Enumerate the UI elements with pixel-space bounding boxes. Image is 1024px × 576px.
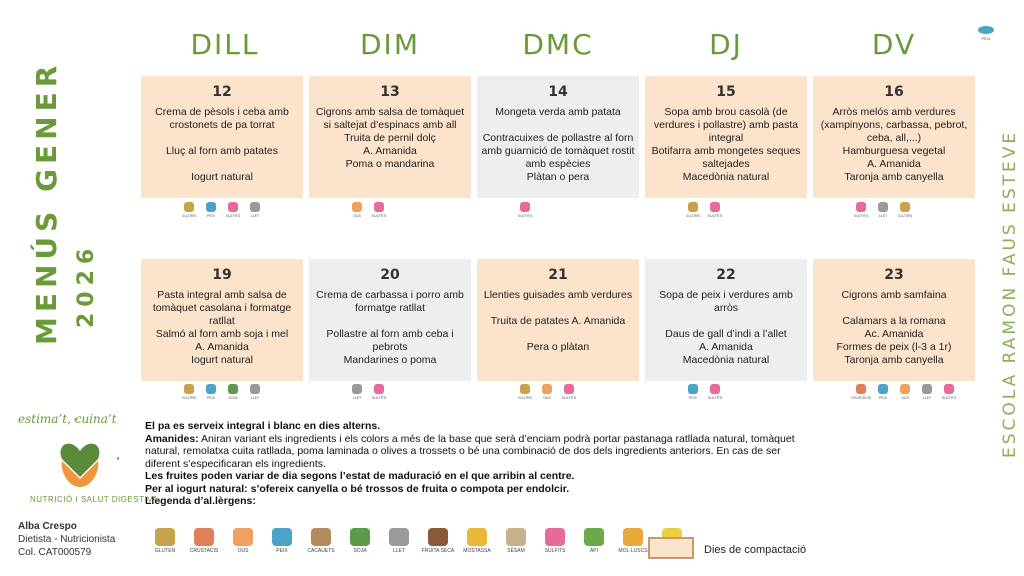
menu-line [145, 158, 299, 171]
allergen-label: LLET [352, 396, 362, 400]
menu-line: Calamars a la romana [842, 315, 946, 327]
allergen-label: LLET [878, 214, 888, 218]
menu-line: Cigrons amb samfaina [841, 289, 947, 301]
allergen-badge [853, 384, 869, 404]
sulfite-icon [520, 202, 530, 212]
compaction-label: Dies de compactació [704, 544, 807, 556]
legend-label: API [589, 548, 599, 554]
legend-label: PEIX [276, 548, 288, 554]
menu-line: A. Amanida [195, 341, 249, 353]
menu-line: Plàtan o pera [526, 171, 590, 183]
note-fruit: Les fruites poden variar de dia segons l’estat de maduració en el que arribin al centre. [145, 470, 575, 482]
legend-label: SULFITS [544, 548, 566, 554]
day-allergens [685, 384, 723, 404]
allergen-badge [707, 384, 723, 404]
menu-day-card [309, 259, 471, 381]
allergen-label: GLUTEN [897, 214, 913, 218]
allergen-label: SULFITS [707, 396, 723, 400]
fish-icon [272, 528, 292, 546]
allergen-label: PEIX [207, 396, 215, 400]
menu-title-block [30, 60, 99, 350]
allergen-badge [897, 202, 913, 222]
day-number: 12 [212, 84, 232, 100]
menu-line: Formes de peix (l-3 a 1r) [836, 341, 952, 353]
menu-line [313, 315, 467, 328]
eggs-icon [233, 528, 253, 546]
mustard-icon [467, 528, 487, 546]
menu-line: A. Amanida [867, 158, 921, 170]
menu-line [817, 302, 971, 315]
legend-item [618, 528, 648, 555]
legend-label: MOSTASSA [463, 548, 491, 554]
top-fish-label: PEIX [981, 36, 991, 41]
menu-line: Mongeta verda amb patata [495, 106, 621, 118]
menu-line: Crema de pèsols i ceba amb crostonets de pa torrat [155, 106, 289, 131]
legend-label: CRUSTACIS [189, 548, 219, 554]
day-allergens [181, 384, 263, 404]
menu-line: Ac. Amanida [864, 328, 924, 340]
allergen-label: GLUTEN [685, 214, 701, 218]
day-allergens [349, 202, 387, 222]
author-col: Col. CAT000579 [18, 547, 92, 558]
celery-icon [584, 528, 604, 546]
fish-icon [206, 384, 216, 394]
menu-line: Botifarra amb mongetes seques saltejades [651, 145, 801, 170]
day-header-tue: DIM [360, 28, 420, 61]
menu-line: Crema de carbassa i porro amb formatge ratllat [316, 289, 464, 314]
allergen-badge [853, 202, 869, 222]
sesame-icon [506, 528, 526, 546]
allergen-label: SULFITS [371, 214, 387, 218]
allergen-badge [181, 384, 197, 404]
legend-item [228, 528, 258, 555]
menu-line: Llenties guisades amb verdures [483, 289, 633, 301]
menu-line: A. Amanida [699, 341, 753, 353]
menu-line: Truita de patates A. Amanida [490, 315, 626, 327]
allergen-label: GLUTEN [181, 396, 197, 400]
menu-line: Mandarines o poma [343, 354, 437, 366]
allergen-label: PEIX [689, 396, 697, 400]
legend-label: SÈSAM [507, 548, 525, 554]
allergen-label: LLET [250, 214, 260, 218]
allergen-badge [203, 384, 219, 404]
eggs-icon [542, 384, 552, 394]
day-number: 14 [548, 84, 568, 100]
menu-line: Truita de pernil dolç [344, 132, 436, 144]
day-number: 22 [716, 267, 736, 283]
allergen-label: SULFITS [371, 396, 387, 400]
fish-icon [978, 26, 994, 34]
allergen-label: SOJA [228, 396, 238, 400]
allergen-badge [875, 202, 891, 222]
allergen-badge [225, 202, 241, 222]
wheat-icon [184, 202, 194, 212]
legend-label: OUS [237, 548, 249, 554]
menu-line: Cigrons amb salsa de tomàquet si saltejat d’espinacs amb all [315, 106, 465, 131]
shell-icon [623, 528, 643, 546]
allergen-label: CRUSTACIS [851, 396, 871, 400]
allergen-label: OUS [901, 396, 909, 400]
menu-line: Macedònia natural [682, 171, 770, 183]
allergen-label: SULFITS [561, 396, 577, 400]
menu-day-card [645, 76, 807, 198]
allergen-badge [225, 384, 241, 404]
day-allergens [517, 384, 577, 404]
allergen-badge [875, 384, 891, 404]
nut-icon [428, 528, 448, 546]
eggs-icon [900, 384, 910, 394]
allergen-badge [181, 202, 197, 222]
menu-line: Sopa amb brou casolà (de verdures i pollastre) amb pasta integral [653, 106, 799, 144]
menu-day-card [141, 76, 303, 198]
menu-line [481, 302, 635, 315]
fish-icon [206, 202, 216, 212]
allergen-badge [919, 384, 935, 404]
allergen-label: LLET [250, 396, 260, 400]
legend-item [150, 528, 180, 555]
menu-line: Iogurt natural [191, 171, 253, 183]
note-yogurt: Per al iogurt natural: s’ofereix canyella o bé trossos de fruita o compota per endolcir. [145, 482, 570, 495]
author-role: Dietista - Nutricionista [18, 534, 116, 545]
wheat-icon [900, 202, 910, 212]
soy-icon [350, 528, 370, 546]
legend-item [540, 528, 570, 555]
sulfite-icon [564, 384, 574, 394]
milk-icon [250, 384, 260, 394]
allergen-badge [349, 384, 365, 404]
legend-item [501, 528, 531, 555]
compaction-swatch [648, 537, 694, 559]
sulfite-icon [228, 202, 238, 212]
sulfite-icon [856, 202, 866, 212]
menu-year: 2026 [74, 242, 99, 328]
day-number: 21 [548, 267, 568, 283]
legend-item [267, 528, 297, 555]
day-number: 19 [212, 267, 232, 283]
legend-item [306, 528, 336, 555]
peanut-icon [311, 528, 331, 546]
milk-icon [352, 384, 362, 394]
day-number: 13 [380, 84, 400, 100]
allergen-badge [897, 384, 913, 404]
menu-line: Pera o plàtan [526, 341, 590, 353]
allergen-badge [247, 384, 263, 404]
legend-title: Llegenda d’al.lèrgens: [145, 495, 256, 507]
menu-line: Salmó al forn amb soja i mel [155, 328, 289, 340]
soy-icon [228, 384, 238, 394]
menu-day-card [477, 76, 639, 198]
menu-line: Pollastre al forn amb ceba i pebrots [326, 328, 454, 353]
allergen-badge [371, 202, 387, 222]
allergen-badge [561, 384, 577, 404]
day-allergens [181, 202, 263, 222]
legend-label: FRUITA SECA [421, 548, 455, 554]
fish-icon [688, 384, 698, 394]
menu-line: A. Amanida [363, 145, 417, 157]
sulfite-icon [545, 528, 565, 546]
day-number: 15 [716, 84, 736, 100]
menu-line [649, 315, 803, 328]
menu-line: Taronja amb canyella [844, 171, 944, 183]
allergen-badge [349, 202, 365, 222]
menu-title: MENÚS GENER [30, 60, 63, 345]
allergen-badge [539, 384, 555, 404]
menu-line [481, 328, 635, 341]
menu-line: Pasta integral amb salsa de tomàquet casolana i formatge ratllat [152, 289, 292, 327]
day-header-thu: DJ [709, 28, 743, 61]
legend-item [189, 528, 219, 555]
day-allergens [349, 384, 387, 404]
logo-text-bottom: NUTRICIÓ I SALUT DIGESTIVA [30, 495, 159, 504]
legend-label: LLET [393, 548, 405, 554]
eggs-icon [352, 202, 362, 212]
school-name: ESCOLA RAMON FAUS ESTEVE [1000, 129, 1020, 458]
menu-day-card [477, 259, 639, 381]
menu-day-card [309, 76, 471, 198]
note-salad-label: Amanides: [145, 432, 199, 445]
menu-line: Contracuixes de pollastre al forn amb guarnició de tomàquet rostit amb espècies [481, 132, 635, 170]
day-number: 16 [884, 84, 904, 100]
menu-line: Daus de gall d’indi a l’allet [665, 328, 787, 340]
allergen-label: OUS [543, 396, 551, 400]
allergen-label: OUS [353, 214, 361, 218]
allergen-label: SULFITS [853, 214, 869, 218]
allergen-badge [203, 202, 219, 222]
menu-line: Taronja amb canyella [844, 354, 944, 366]
sulfite-icon [710, 202, 720, 212]
menu-line: Hamburguesa vegetal [842, 145, 946, 157]
allergen-badge [371, 384, 387, 404]
allergen-badge [247, 202, 263, 222]
note-salad-text: Aniran variant els ingredients i els colors a més de la base que serà d’enciam podrà portar pastanaga ratllada natural, tomàquet natural, remolatxa cuita ratllada, poma laminada o olives a trossets o bé una combinació de dos dels ingredients anteriors. En cas de ser diferent s’especificaran els ingredients. [145, 432, 795, 470]
allergen-badge [517, 202, 533, 222]
menu-line [481, 119, 635, 132]
day-header-fri: DV [871, 28, 917, 61]
wheat-icon [155, 528, 175, 546]
allergen-label: SULFITS [707, 214, 723, 218]
fish-icon [878, 384, 888, 394]
milk-icon [389, 528, 409, 546]
allergen-label: GLUTEN [517, 396, 533, 400]
author-name: Alba Crespo [18, 521, 77, 532]
day-allergens [517, 202, 533, 222]
allergen-badge [941, 384, 957, 404]
allergen-label: PEIX [879, 396, 887, 400]
notes [145, 420, 805, 508]
day-header-mon: DILL [190, 28, 260, 61]
allergen-badge [517, 384, 533, 404]
wheat-icon [520, 384, 530, 394]
menu-day-card [813, 259, 975, 381]
allergen-label: PEIX [207, 214, 215, 218]
author-block [18, 520, 115, 559]
note-bread: El pa es serveix integral i blanc en dies alterns. [145, 420, 381, 432]
menu-line: Poma o mandarina [345, 158, 435, 170]
legend-label: GLUTEN [154, 548, 176, 554]
menu-day-card [645, 259, 807, 381]
menu-day-card [813, 76, 975, 198]
day-allergens [853, 384, 957, 404]
menu-line: Iogurt natural [191, 354, 253, 366]
legend-label: SOJA [353, 548, 367, 554]
allergen-label: LLET [922, 396, 932, 400]
allergen-badge [707, 202, 723, 222]
milk-icon [250, 202, 260, 212]
allergen-label: SULFITS [517, 214, 533, 218]
allergen-label: GLUTEN [181, 214, 197, 218]
allergen-badge [685, 202, 701, 222]
menu-line: Sopa de peix i verdures amb arròs [659, 289, 793, 314]
milk-icon [922, 384, 932, 394]
sulfite-icon [944, 384, 954, 394]
shrimp-icon [856, 384, 866, 394]
legend-item [579, 528, 609, 555]
sulfite-icon [374, 202, 384, 212]
day-number: 20 [380, 267, 400, 283]
top-fish-badge [975, 26, 997, 41]
sulfite-icon [710, 384, 720, 394]
legend-item [384, 528, 414, 555]
wheat-icon [184, 384, 194, 394]
shrimp-icon [194, 528, 214, 546]
day-allergens [685, 202, 723, 222]
sulfite-icon [374, 384, 384, 394]
menu-line: Arròs melós amb verdures (xampinyons, carbassa, pebrot, ceba, all,...) [820, 106, 968, 144]
allergen-label: SULFITS [941, 396, 957, 400]
legend-label: CACAUETS [307, 548, 335, 554]
day-header-wed: DMC [522, 28, 594, 61]
legend-label: MOL·LUSCS [618, 548, 648, 554]
milk-icon [878, 202, 888, 212]
legend-item [345, 528, 375, 555]
day-number: 23 [884, 267, 904, 283]
menu-day-card [141, 259, 303, 381]
legend-item [423, 528, 453, 555]
allergen-label: SULFITS [225, 214, 241, 218]
allergen-badge [685, 384, 701, 404]
allergen-legend [150, 528, 687, 555]
legend-item [462, 528, 492, 555]
logo-text-top: estima’t, cuina’t [18, 412, 117, 426]
wheat-icon [688, 202, 698, 212]
menu-line: Macedònia natural [682, 354, 770, 366]
menu-line [145, 132, 299, 145]
day-allergens [853, 202, 913, 222]
menu-line: Lluç al forn amb patates [165, 145, 279, 157]
